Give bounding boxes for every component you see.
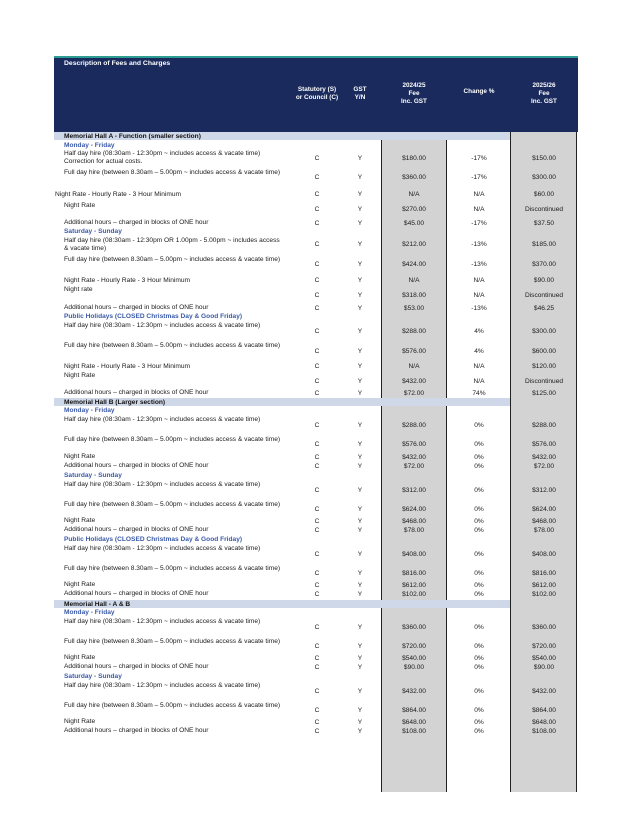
cell-statutory: C	[314, 220, 320, 227]
table-header	[54, 58, 578, 132]
cell-statutory: C	[314, 191, 320, 198]
cell-change: 0%	[474, 506, 484, 513]
cell-description: Full day hire (between 8.30am – 5.00pm ~ includes access & vacate time)	[64, 638, 281, 645]
cell-statutory: C	[314, 348, 320, 355]
cell-change: 0%	[474, 707, 484, 714]
cell-gst: Y	[357, 591, 363, 598]
cell-description: Full day hire (between 8.30am – 5.00pm ~ includes access & vacate time)	[64, 169, 281, 176]
cell-description: Additional hours – charged in blocks of ONE hour	[64, 389, 209, 396]
cell-statutory: C	[314, 643, 320, 650]
cell-statutory: C	[314, 707, 320, 714]
cell-gst: Y	[357, 643, 363, 650]
cell-statutory: C	[314, 390, 320, 397]
cell-fee-2024-25: $53.00	[403, 305, 425, 312]
cell-change: 4%	[474, 328, 484, 335]
cell-fee-2024-25: $624.00	[402, 506, 426, 513]
cell-change: 0%	[474, 441, 484, 448]
cell-description: Night Rate	[64, 654, 96, 661]
cell-change: 0%	[474, 688, 484, 695]
cell-gst: Y	[357, 277, 363, 284]
section-header	[54, 398, 510, 406]
section-title: Memorial Hall - A & B	[64, 600, 131, 608]
cell-description: Full day hire (between 8.30am – 5.00pm ~ includes access & vacate time)	[64, 256, 281, 263]
cell-description: Half day hire (08:30am - 12:30pm ~ includes access & vacate time)	[64, 322, 261, 329]
cell-gst: Y	[357, 348, 363, 355]
cell-gst: Y	[357, 441, 363, 448]
cell-description: Additional hours – charged in blocks of ONE hour	[64, 590, 209, 597]
cell-fee-2024-25: $612.00	[402, 582, 426, 589]
cell-gst: Y	[357, 719, 363, 726]
cell-fee-2025-26: $150.00	[532, 155, 556, 162]
cell-fee-2024-25: $576.00	[402, 441, 426, 448]
cell-gst: Y	[357, 422, 363, 429]
cell-statutory: C	[314, 155, 320, 162]
cell-fee-2025-26: $720.00	[532, 643, 556, 650]
section-header	[54, 600, 510, 608]
cell-gst: Y	[357, 487, 363, 494]
header-gst: GST Y/N	[353, 86, 367, 101]
cell-gst: Y	[357, 664, 363, 671]
cell-fee-2024-25: $108.00	[402, 728, 426, 735]
cell-description: Full day hire (between 8.30am – 5.00pm ~ includes access & vacate time)	[64, 702, 281, 709]
cell-gst: Y	[357, 570, 363, 577]
cell-fee-2024-25: $288.00	[402, 328, 426, 335]
cell-statutory: C	[314, 728, 320, 735]
cell-fee-2024-25: $288.00	[402, 422, 426, 429]
cell-description: Night Rate - Hourly Rate - 3 Hour Minimum	[64, 277, 191, 284]
cell-gst: Y	[357, 688, 363, 695]
cell-description: Half day hire (08:30am - 12:30pm ~ includes access & vacate time)	[64, 682, 261, 689]
cell-fee-2025-26: $576.00	[532, 441, 556, 448]
cell-description: Additional hours – charged in blocks of ONE hour	[64, 663, 209, 670]
cell-description: Additional hours – charged in blocks of ONE hour	[64, 462, 209, 469]
cell-statutory: C	[314, 422, 320, 429]
cell-fee-2025-26: $185.00	[532, 241, 556, 248]
cell-change: 0%	[474, 487, 484, 494]
cell-gst: Y	[357, 174, 363, 181]
section-header	[54, 132, 510, 140]
cell-fee-2025-26: $370.00	[532, 261, 556, 268]
cell-statutory: C	[314, 292, 320, 299]
cell-change: 0%	[474, 527, 484, 534]
cell-fee-2025-26: $408.00	[532, 551, 556, 558]
cell-description: Night rate	[64, 286, 93, 293]
cell-fee-2025-26: $300.00	[532, 328, 556, 335]
cell-change: 0%	[474, 454, 484, 461]
cell-statutory: C	[314, 206, 320, 213]
cell-change: 74%	[472, 390, 486, 397]
cell-description: Night Rate	[64, 581, 96, 588]
cell-fee-2024-25: $424.00	[402, 261, 426, 268]
cell-statutory: C	[314, 261, 320, 268]
cell-description: Half day hire (08:30am - 12:30pm OR 1.00pm - 5.00pm ~ includes access & vacate time)	[64, 237, 280, 252]
cell-fee-2025-26: $37.50	[533, 220, 555, 227]
day-group-heading: Public Holidays (CLOSED Christmas Day & Good Friday)	[64, 313, 243, 320]
cell-description: Additional hours – charged in blocks of ONE hour	[64, 526, 209, 533]
cell-gst: Y	[357, 655, 363, 662]
cell-fee-2024-25: $318.00	[402, 292, 426, 299]
day-group-heading: Saturday - Sunday	[64, 228, 122, 235]
cell-change: 0%	[474, 463, 484, 470]
cell-fee-2024-25: $360.00	[402, 174, 426, 181]
cell-description: Night Rate	[64, 718, 96, 725]
cell-fee-2025-26: $78.00	[533, 527, 555, 534]
cell-gst: Y	[357, 582, 363, 589]
cell-fee-2025-26: $432.00	[532, 688, 556, 695]
cell-change: 4%	[474, 348, 484, 355]
cell-fee-2024-25: $45.00	[403, 220, 425, 227]
cell-fee-2025-26: $600.00	[532, 348, 556, 355]
cell-gst: Y	[357, 527, 363, 534]
cell-fee-2024-25: $360.00	[402, 624, 426, 631]
cell-change: N/A	[473, 277, 485, 284]
cell-statutory: C	[314, 463, 320, 470]
table-title: Description of Fees and Charges	[64, 60, 171, 67]
cell-change: -17%	[471, 220, 487, 227]
cell-fee-2025-26: $46.25	[533, 305, 555, 312]
cell-fee-2025-26: $432.00	[532, 454, 556, 461]
cell-gst: Y	[357, 506, 363, 513]
cell-statutory: C	[314, 305, 320, 312]
cell-gst: Y	[357, 463, 363, 470]
cell-fee-2025-26: Discontinued	[524, 206, 564, 213]
cell-fee-2024-25: $864.00	[402, 707, 426, 714]
cell-change: N/A	[473, 191, 485, 198]
cell-change: 0%	[474, 422, 484, 429]
cell-fee-2025-26: $108.00	[532, 728, 556, 735]
cell-change: 0%	[474, 655, 484, 662]
day-group-heading: Monday - Friday	[64, 609, 115, 616]
header-fee-2025-26: 2025/26 Fee Inc. GST	[531, 82, 557, 105]
cell-description: Full day hire (between 8.30am – 5.00pm ~ includes access & vacate time)	[64, 501, 281, 508]
cell-description: Half day hire (08:30am - 12:30pm ~ includes access & vacate time)	[64, 618, 261, 625]
cell-statutory: C	[314, 454, 320, 461]
cell-statutory: C	[314, 591, 320, 598]
cell-description: Full day hire (between 8.30am – 5.00pm ~ includes access & vacate time)	[64, 342, 281, 349]
cell-fee-2024-25: N/A	[408, 277, 420, 284]
cell-description: Half day hire (08:30am - 12:30pm ~ includes access & vacate time)	[64, 416, 261, 423]
cell-gst: Y	[357, 191, 363, 198]
cell-description: Half day hire (08:30am - 12:30pm ~ includes access & vacate time)	[64, 545, 261, 552]
cell-fee-2024-25: $432.00	[402, 454, 426, 461]
cell-description: Additional hours – charged in blocks of ONE hour	[64, 304, 209, 311]
cell-fee-2024-25: $212.00	[402, 241, 426, 248]
cell-gst: Y	[357, 551, 363, 558]
header-statutory: Statutory (S) or Council (C)	[295, 86, 339, 101]
cell-change: 0%	[474, 582, 484, 589]
cell-fee-2025-26: $90.00	[533, 277, 555, 284]
cell-fee-2024-25: N/A	[408, 191, 420, 198]
cell-fee-2024-25: $408.00	[402, 551, 426, 558]
cell-change: 0%	[474, 643, 484, 650]
cell-fee-2024-25: $78.00	[403, 527, 425, 534]
cell-description: Night Rate	[64, 453, 96, 460]
header-change: Change %	[463, 88, 495, 95]
cell-fee-2024-25: $270.00	[402, 206, 426, 213]
day-group-heading: Saturday - Sunday	[64, 472, 122, 479]
cell-fee-2025-26: $72.00	[533, 463, 555, 470]
cell-fee-2025-26: $624.00	[532, 506, 556, 513]
cell-change: N/A	[473, 292, 485, 299]
cell-description: Half day hire (08:30am - 12:30pm ~ includes access & vacate time) Correction for actual costs.	[64, 150, 261, 165]
cell-statutory: C	[314, 277, 320, 284]
cell-statutory: C	[314, 174, 320, 181]
cell-gst: Y	[357, 220, 363, 227]
day-group-heading: Saturday - Sunday	[64, 673, 122, 680]
cell-change: 0%	[474, 624, 484, 631]
day-group-heading: Monday - Friday	[64, 407, 115, 414]
cell-gst: Y	[357, 363, 363, 370]
cell-statutory: C	[314, 582, 320, 589]
cell-change: 0%	[474, 664, 484, 671]
header-fee-2024-25: 2024/25 Fee Inc. GST	[401, 82, 427, 105]
cell-gst: Y	[357, 292, 363, 299]
cell-description: Night Rate	[64, 202, 96, 209]
cell-gst: Y	[357, 624, 363, 631]
cell-statutory: C	[314, 363, 320, 370]
cell-fee-2025-26: $468.00	[532, 518, 556, 525]
cell-fee-2025-26: $300.00	[532, 174, 556, 181]
cell-fee-2025-26: $816.00	[532, 570, 556, 577]
cell-change: -13%	[471, 261, 487, 268]
cell-statutory: C	[314, 487, 320, 494]
cell-fee-2024-25: $540.00	[402, 655, 426, 662]
cell-fee-2025-26: $540.00	[532, 655, 556, 662]
cell-change: 0%	[474, 728, 484, 735]
cell-fee-2025-26: $288.00	[532, 422, 556, 429]
cell-fee-2024-25: $576.00	[402, 348, 426, 355]
cell-statutory: C	[314, 551, 320, 558]
cell-change: 0%	[474, 551, 484, 558]
cell-description: Additional hours – charged in blocks of ONE hour	[64, 219, 209, 226]
cell-fee-2025-26: $312.00	[532, 487, 556, 494]
cell-statutory: C	[314, 664, 320, 671]
cell-fee-2025-26: $612.00	[532, 582, 556, 589]
cell-statutory: C	[314, 688, 320, 695]
cell-gst: Y	[357, 518, 363, 525]
cell-change: 0%	[474, 518, 484, 525]
cell-gst: Y	[357, 454, 363, 461]
cell-fee-2024-25: $102.00	[402, 591, 426, 598]
cell-change: 0%	[474, 591, 484, 598]
section-title: Memorial Hall A - Function (smaller section)	[64, 132, 201, 140]
cell-gst: Y	[357, 707, 363, 714]
cell-description: Half day hire (08:30am - 12:30pm ~ includes access & vacate time)	[64, 481, 261, 488]
cell-statutory: C	[314, 328, 320, 335]
cell-statutory: C	[314, 655, 320, 662]
cell-fee-2024-25: $72.00	[403, 463, 425, 470]
cell-description: Night Rate	[64, 517, 96, 524]
cell-gst: Y	[357, 728, 363, 735]
cell-gst: Y	[357, 261, 363, 268]
cell-statutory: C	[314, 570, 320, 577]
cell-fee-2025-26: $102.00	[532, 591, 556, 598]
cell-gst: Y	[357, 390, 363, 397]
cell-change: -17%	[471, 155, 487, 162]
cell-fee-2025-26: Discontinued	[524, 292, 564, 299]
cell-fee-2025-26: $864.00	[532, 707, 556, 714]
cell-description: Full day hire (between 8.30am – 5.00pm ~ includes access & vacate time)	[64, 436, 281, 443]
day-group-heading: Monday - Friday	[64, 142, 115, 149]
cell-fee-2025-26: $648.00	[532, 719, 556, 726]
cell-fee-2025-26: $90.00	[533, 664, 555, 671]
cell-fee-2025-26: $60.00	[533, 191, 555, 198]
day-group-heading: Public Holidays (CLOSED Christmas Day & Good Friday)	[64, 536, 243, 543]
cell-fee-2025-26: $360.00	[532, 624, 556, 631]
cell-change: N/A	[473, 363, 485, 370]
cell-fee-2024-25: $648.00	[402, 719, 426, 726]
cell-fee-2025-26: $125.00	[532, 390, 556, 397]
cell-change: N/A	[473, 378, 485, 385]
cell-fee-2024-25: N/A	[408, 363, 420, 370]
cell-gst: Y	[357, 241, 363, 248]
cell-statutory: C	[314, 719, 320, 726]
cell-change: 0%	[474, 570, 484, 577]
cell-fee-2024-25: $468.00	[402, 518, 426, 525]
cell-fee-2024-25: $432.00	[402, 688, 426, 695]
cell-statutory: C	[314, 241, 320, 248]
cell-description: Full day hire (between 8.30am – 5.00pm ~ includes access & vacate time)	[64, 565, 281, 572]
cell-gst: Y	[357, 378, 363, 385]
cell-fee-2024-25: $816.00	[402, 570, 426, 577]
cell-change: -13%	[471, 305, 487, 312]
cell-description: Night Rate	[64, 372, 96, 379]
cell-statutory: C	[314, 518, 320, 525]
section-title: Memorial Hall B (Larger section)	[64, 398, 166, 406]
cell-change: 0%	[474, 719, 484, 726]
cell-fee-2024-25: $720.00	[402, 643, 426, 650]
cell-description: Night Rate - Hourly Rate - 3 Hour Minimum	[55, 191, 182, 198]
cell-statutory: C	[314, 378, 320, 385]
cell-fee-2024-25: $180.00	[402, 155, 426, 162]
cell-fee-2025-26: Discontinued	[524, 378, 564, 385]
cell-gst: Y	[357, 206, 363, 213]
cell-statutory: C	[314, 441, 320, 448]
cell-statutory: C	[314, 527, 320, 534]
cell-gst: Y	[357, 328, 363, 335]
cell-description: Night Rate - Hourly Rate - 3 Hour Minimum	[64, 363, 191, 370]
cell-statutory: C	[314, 506, 320, 513]
cell-change: -13%	[471, 241, 487, 248]
cell-fee-2025-26: $120.00	[532, 363, 556, 370]
cell-gst: Y	[357, 155, 363, 162]
cell-fee-2024-25: $72.00	[403, 390, 425, 397]
cell-fee-2024-25: $312.00	[402, 487, 426, 494]
cell-change: N/A	[473, 206, 485, 213]
cell-change: -17%	[471, 174, 487, 181]
cell-fee-2024-25: $432.00	[402, 378, 426, 385]
cell-gst: Y	[357, 305, 363, 312]
cell-fee-2024-25: $90.00	[403, 664, 425, 671]
cell-statutory: C	[314, 624, 320, 631]
cell-description: Additional hours – charged in blocks of ONE hour	[64, 727, 209, 734]
